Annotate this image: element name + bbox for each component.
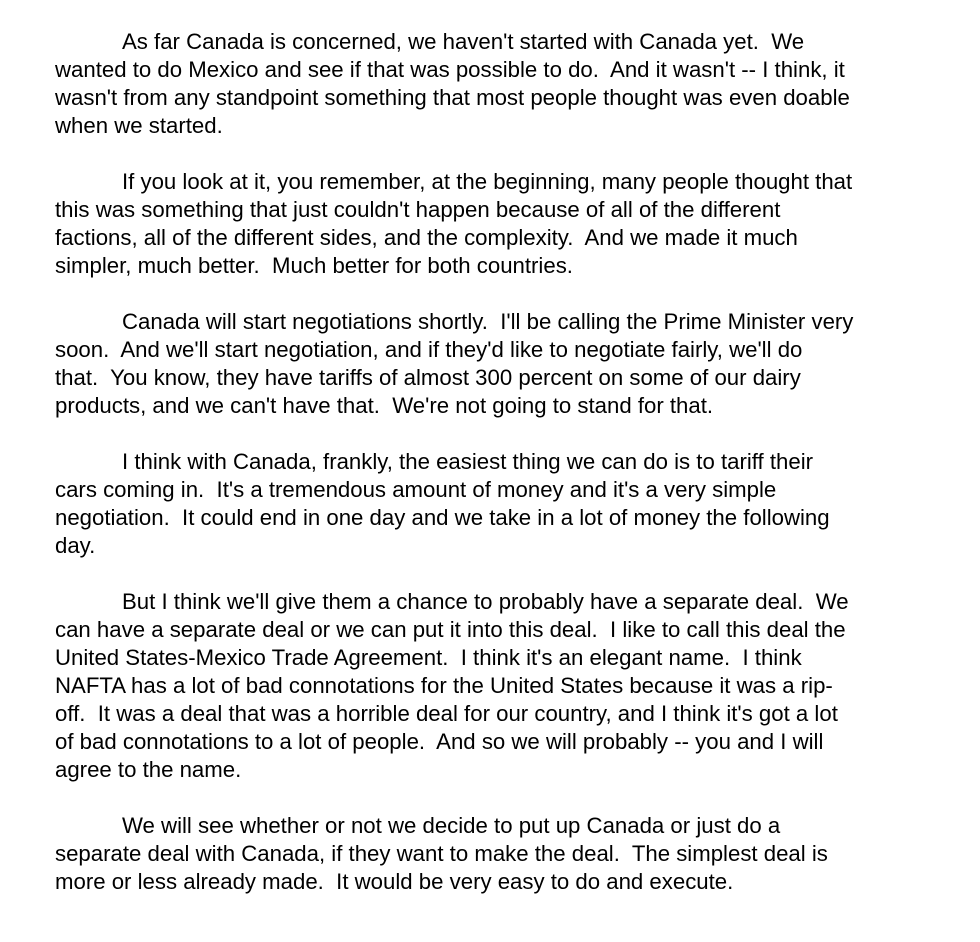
text-line: cars coming in. It's a tremendous amount of money and it's a very simple: [55, 477, 777, 502]
paragraph-canada-negotiations: [55, 308, 853, 420]
text-line: separate deal with Canada, if they want to make the deal. The simplest deal is: [55, 841, 828, 866]
text-line: of bad connotations to a lot of people. And so we will probably -- you and I will: [55, 729, 824, 754]
text-line: As far Canada is concerned, we haven't started with Canada yet. We: [122, 29, 805, 54]
text-line: soon. And we'll start negotiation, and if they'd like to negotiate fairly, we'll do: [55, 337, 803, 362]
paragraph-simplest-deal: [55, 812, 828, 896]
text-line: I think with Canada, frankly, the easiest thing we can do is to tariff their: [122, 449, 814, 474]
text-line: We will see whether or not we decide to put up Canada or just do a: [122, 813, 781, 838]
text-line: negotiation. It could end in one day and we take in a lot of money the following: [55, 505, 830, 530]
paragraph-if-you-look-at-it: [55, 168, 852, 280]
text-line: off. It was a deal that was a horrible deal for our country, and I think it's got a lot: [55, 701, 838, 726]
paragraph-tariff-cars: [55, 448, 830, 560]
text-line: factions, all of the different sides, and the complexity. And we made it much: [55, 225, 798, 250]
text-line: But I think we'll give them a chance to probably have a separate deal. We: [122, 589, 849, 614]
text-line: more or less already made. It would be very easy to do and execute.: [55, 869, 734, 894]
text-line: simpler, much better. Much better for both countries.: [55, 253, 573, 278]
text-line: wanted to do Mexico and see if that was possible to do. And it wasn't -- I think, it: [55, 57, 845, 82]
text-line: NAFTA has a lot of bad connotations for the United States because it was a rip-: [55, 673, 833, 698]
text-line: this was something that just couldn't happen because of all of the different: [55, 197, 781, 222]
text-line: agree to the name.: [55, 757, 242, 782]
text-line: that. You know, they have tariffs of almost 300 percent on some of our dairy: [55, 365, 801, 390]
text-line: If you look at it, you remember, at the beginning, many people thought that: [122, 169, 853, 194]
text-line: Canada will start negotiations shortly. I'll be calling the Prime Minister very: [122, 309, 854, 334]
text-line: when we started.: [55, 113, 223, 138]
text-line: wasn't from any standpoint something that most people thought was even doable: [55, 85, 850, 110]
text-line: day.: [55, 533, 96, 558]
text-line: United States-Mexico Trade Agreement. I think it's an elegant name. I think: [55, 645, 802, 670]
paragraph-canada-not-started: [55, 28, 850, 140]
text-line: can have a separate deal or we can put it into this deal. I like to call this deal the: [55, 617, 846, 642]
text-line: products, and we can't have that. We're not going to stand for that.: [55, 393, 714, 418]
paragraph-separate-deal: [55, 588, 849, 784]
